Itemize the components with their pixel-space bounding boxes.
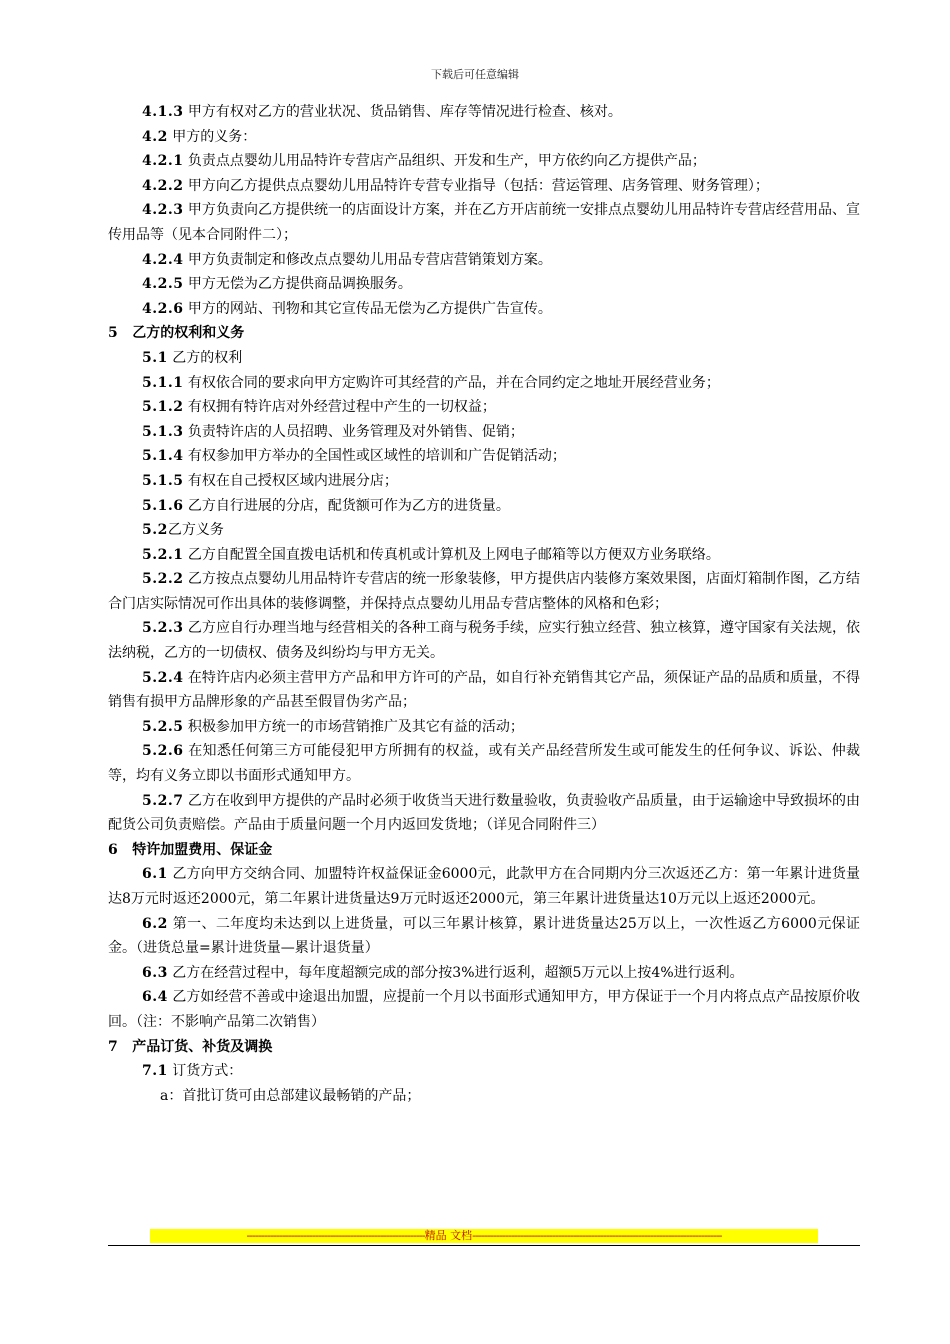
- footer-dashes-left: ------------------------------------------------------------: [246, 1229, 425, 1242]
- clause-text: 乙方应自行办理当地与经营相关的各种工商与税务手续，应实行独立经营、独立核算，遵守国家有关法规，依法纳税，乙方的一切债权、债务及纠纷均与甲方无关。: [108, 620, 860, 662]
- clause-paragraph: [108, 371, 860, 396]
- clause-text: 甲方的义务：: [167, 128, 257, 145]
- clause-text: 甲方无偿为乙方提供商品调换服务。: [183, 276, 412, 293]
- clause-number: 6: [108, 841, 119, 858]
- clause-number: 5.2.4: [142, 669, 184, 686]
- clause-paragraph: [108, 420, 860, 445]
- footer-watermark-band: [150, 1229, 818, 1243]
- clause-paragraph: [108, 272, 860, 297]
- clause-paragraph: [108, 616, 860, 665]
- clause-paragraph: [108, 125, 860, 150]
- clause-paragraph: [108, 1084, 860, 1109]
- section-heading: [108, 321, 860, 346]
- clause-number: 6.4: [142, 989, 168, 1006]
- clause-number: 5.1.4: [142, 448, 184, 465]
- clause-paragraph: [108, 985, 860, 1034]
- clause-text: 有权依合同的要求向甲方定购许可其经营的产品，并在合同约定之地址开展经营业务；: [183, 374, 720, 391]
- clause-number: 5: [108, 325, 119, 342]
- clause-paragraph: [108, 444, 860, 469]
- clause-text: 特许加盟费用、保证金: [118, 841, 273, 858]
- footer-dashes-right: ------------------------------------------------------------------------------------: [472, 1229, 722, 1242]
- clause-paragraph: [108, 149, 860, 174]
- footer-label: 精品 文档: [424, 1229, 473, 1242]
- clause-text: 有权在自己授权区域内进展分店；: [183, 472, 398, 489]
- clause-paragraph: [108, 789, 860, 838]
- clause-number: 5.1.1: [142, 374, 184, 391]
- clause-number: 6.1: [142, 866, 168, 883]
- clause-text: 乙方自配置全国直拨电话机和传真机或计算机及上网电子邮箱等以方便双方业务联络。: [183, 546, 720, 563]
- clause-paragraph: [108, 100, 860, 125]
- clause-number: 5.1.5: [142, 472, 184, 489]
- section-heading: [108, 838, 860, 863]
- clause-text: 甲方负责向乙方提供统一的店面设计方案，并在乙方开店前统一安排点点婴幼儿用品特许专营店经营用品、宣传用品等（见本合同附件二）；: [108, 202, 860, 243]
- clause-text: 有权参加甲方举办的全国性或区域性的培训和广告促销活动；: [183, 448, 566, 465]
- clause-paragraph: [108, 198, 860, 247]
- clause-text: 甲方的网站、刊物和其它宣传品无偿为乙方提供广告宣传。: [183, 300, 552, 317]
- clause-number: 4.2.1: [142, 153, 184, 170]
- clause-paragraph: [108, 1059, 860, 1084]
- clause-paragraph: [108, 715, 860, 740]
- clause-text: 在知悉任何第三方可能侵犯甲方所拥有的权益，或有关产品经营所发生或可能发生的任何争议、诉讼、仲裁等，均有义务立即以书面形式通知甲方。: [108, 743, 860, 785]
- clause-number: 6.3: [142, 964, 168, 981]
- clause-paragraph: [108, 469, 860, 494]
- clause-number: 4.2.4: [142, 251, 184, 268]
- clause-paragraph: [108, 739, 860, 788]
- clause-text: 乙方向甲方交纳合同、加盟特许权益保证金6000元，此款甲方在合同期内分三次返还乙方：第一年累计进货量达8万元时返还2000元，第二年累计进货量达9万元时返还2000元，第三年累计进货量达10万元以上返还2000元。: [108, 866, 860, 907]
- clause-paragraph: [108, 862, 860, 911]
- clause-text: 甲方向乙方提供点点婴幼儿用品特许专营专业指导（包括：营运管理、店务管理、财务管理）；: [183, 177, 769, 194]
- clause-number: 5.2.3: [142, 620, 184, 637]
- clause-text: 乙方如经营不善或中途退出加盟，应提前一个月以书面形式通知甲方，甲方保证于一个月内将点点产品按原价收回。（注：不影响产品第二次销售）: [108, 989, 860, 1030]
- clause-text: 乙方自行进展的分店，配货额可作为乙方的进货量。: [183, 497, 510, 514]
- clause-text: 乙方的权利: [167, 349, 243, 366]
- clause-number: 5.2.6: [142, 743, 184, 760]
- clause-text: 有权拥有特许店对外经营过程中产生的一切权益；: [183, 399, 496, 416]
- clause-paragraph: [108, 297, 860, 322]
- clause-number: 5.1: [142, 349, 168, 366]
- clause-text: 乙方义务: [167, 522, 224, 539]
- clause-text: a：首批订货可由总部建议最畅销的产品；: [160, 1087, 421, 1104]
- clause-paragraph: [108, 174, 860, 199]
- clause-paragraph: [108, 248, 860, 273]
- clause-text: 甲方负责制定和修改点点婴幼儿用品专营店营销策划方案。: [183, 251, 552, 268]
- clause-number: 5.2.7: [142, 792, 184, 809]
- section-heading: [108, 1035, 860, 1060]
- clause-number: 4.2.5: [142, 276, 184, 293]
- clause-text: 产品订货、补货及调换: [118, 1038, 273, 1055]
- clause-number: 5.2.2: [142, 571, 184, 588]
- clause-number: 4.1.3: [142, 104, 184, 120]
- clause-number: 5.1.3: [142, 423, 184, 440]
- clause-paragraph: [108, 912, 860, 961]
- clause-number: 5.2: [142, 522, 168, 539]
- clause-text: 甲方有权对乙方的营业状况、货品销售、库存等情况进行检查、核对。: [183, 104, 622, 120]
- clause-number: 4.2.6: [142, 300, 184, 317]
- clause-text: 负责特许店的人员招聘、业务管理及对外销售、促销；: [183, 423, 524, 440]
- clause-text: 积极参加甲方统一的市场营销推广及其它有益的活动；: [183, 718, 524, 735]
- clause-number: 5.2.5: [142, 718, 184, 735]
- clause-text: 乙方在经营过程中，每年度超额完成的部分按3%进行返利，超额5万元以上按4%进行返利。: [167, 964, 744, 981]
- clause-paragraph: [108, 567, 860, 616]
- clause-number: 4.2.3: [142, 202, 184, 219]
- clause-paragraph: [108, 518, 860, 543]
- clause-text: 负责点点婴幼儿用品特许专营店产品组织、开发和生产，甲方依约向乙方提供产品；: [183, 153, 706, 170]
- clause-text: 乙方在收到甲方提供的产品时必须于收货当天进行数量验收，负责验收产品质量，由于运输途中导致损坏的由配货公司负责赔偿。产品由于质量问题一个月内返回发货地；（详见合同附件三）: [108, 792, 860, 834]
- document-body: [108, 100, 860, 1108]
- clause-paragraph: [108, 395, 860, 420]
- clause-number: 7.1: [142, 1063, 168, 1080]
- clause-text: 订货方式：: [167, 1063, 243, 1080]
- page-header: 下载后可任意编辑: [431, 68, 519, 81]
- clause-paragraph: [108, 666, 860, 715]
- clause-text: 在特许店内必须主营甲方产品和甲方许可的产品，如自行补充销售其它产品，须保证产品的品质和质量，不得销售有损甲方品牌形象的产品甚至假冒伪劣产品；: [108, 669, 860, 711]
- clause-paragraph: [108, 961, 860, 986]
- clause-text: 第一、二年度均未达到以上进货量，可以三年累计核算，累计进货量达25万以上，一次性返乙方6000元保证金。（进货总量=累计进货量—累计退货量）: [108, 915, 860, 957]
- clause-text: 乙方按点点婴幼儿用品特许专营店的统一形象装修，甲方提供店内装修方案效果图，店面灯箱制作图，乙方结合门店实际情况可作出具体的装修调整，并保持点点婴幼儿用品专营店整体的风格和色彩；: [108, 571, 860, 612]
- clause-number: 6.2: [142, 915, 168, 932]
- clause-paragraph: [108, 346, 860, 371]
- clause-number: 7: [108, 1038, 119, 1055]
- clause-paragraph: [108, 543, 860, 568]
- clause-number: 5.1.6: [142, 497, 184, 514]
- clause-paragraph: [108, 494, 860, 519]
- clause-number: 5.1.2: [142, 399, 184, 416]
- footer-rule: [108, 1245, 860, 1246]
- clause-text: 乙方的权利和义务: [118, 325, 245, 342]
- clause-number: 5.2.1: [142, 546, 184, 563]
- clause-number: 4.2: [142, 128, 168, 145]
- clause-number: 4.2.2: [142, 177, 184, 194]
